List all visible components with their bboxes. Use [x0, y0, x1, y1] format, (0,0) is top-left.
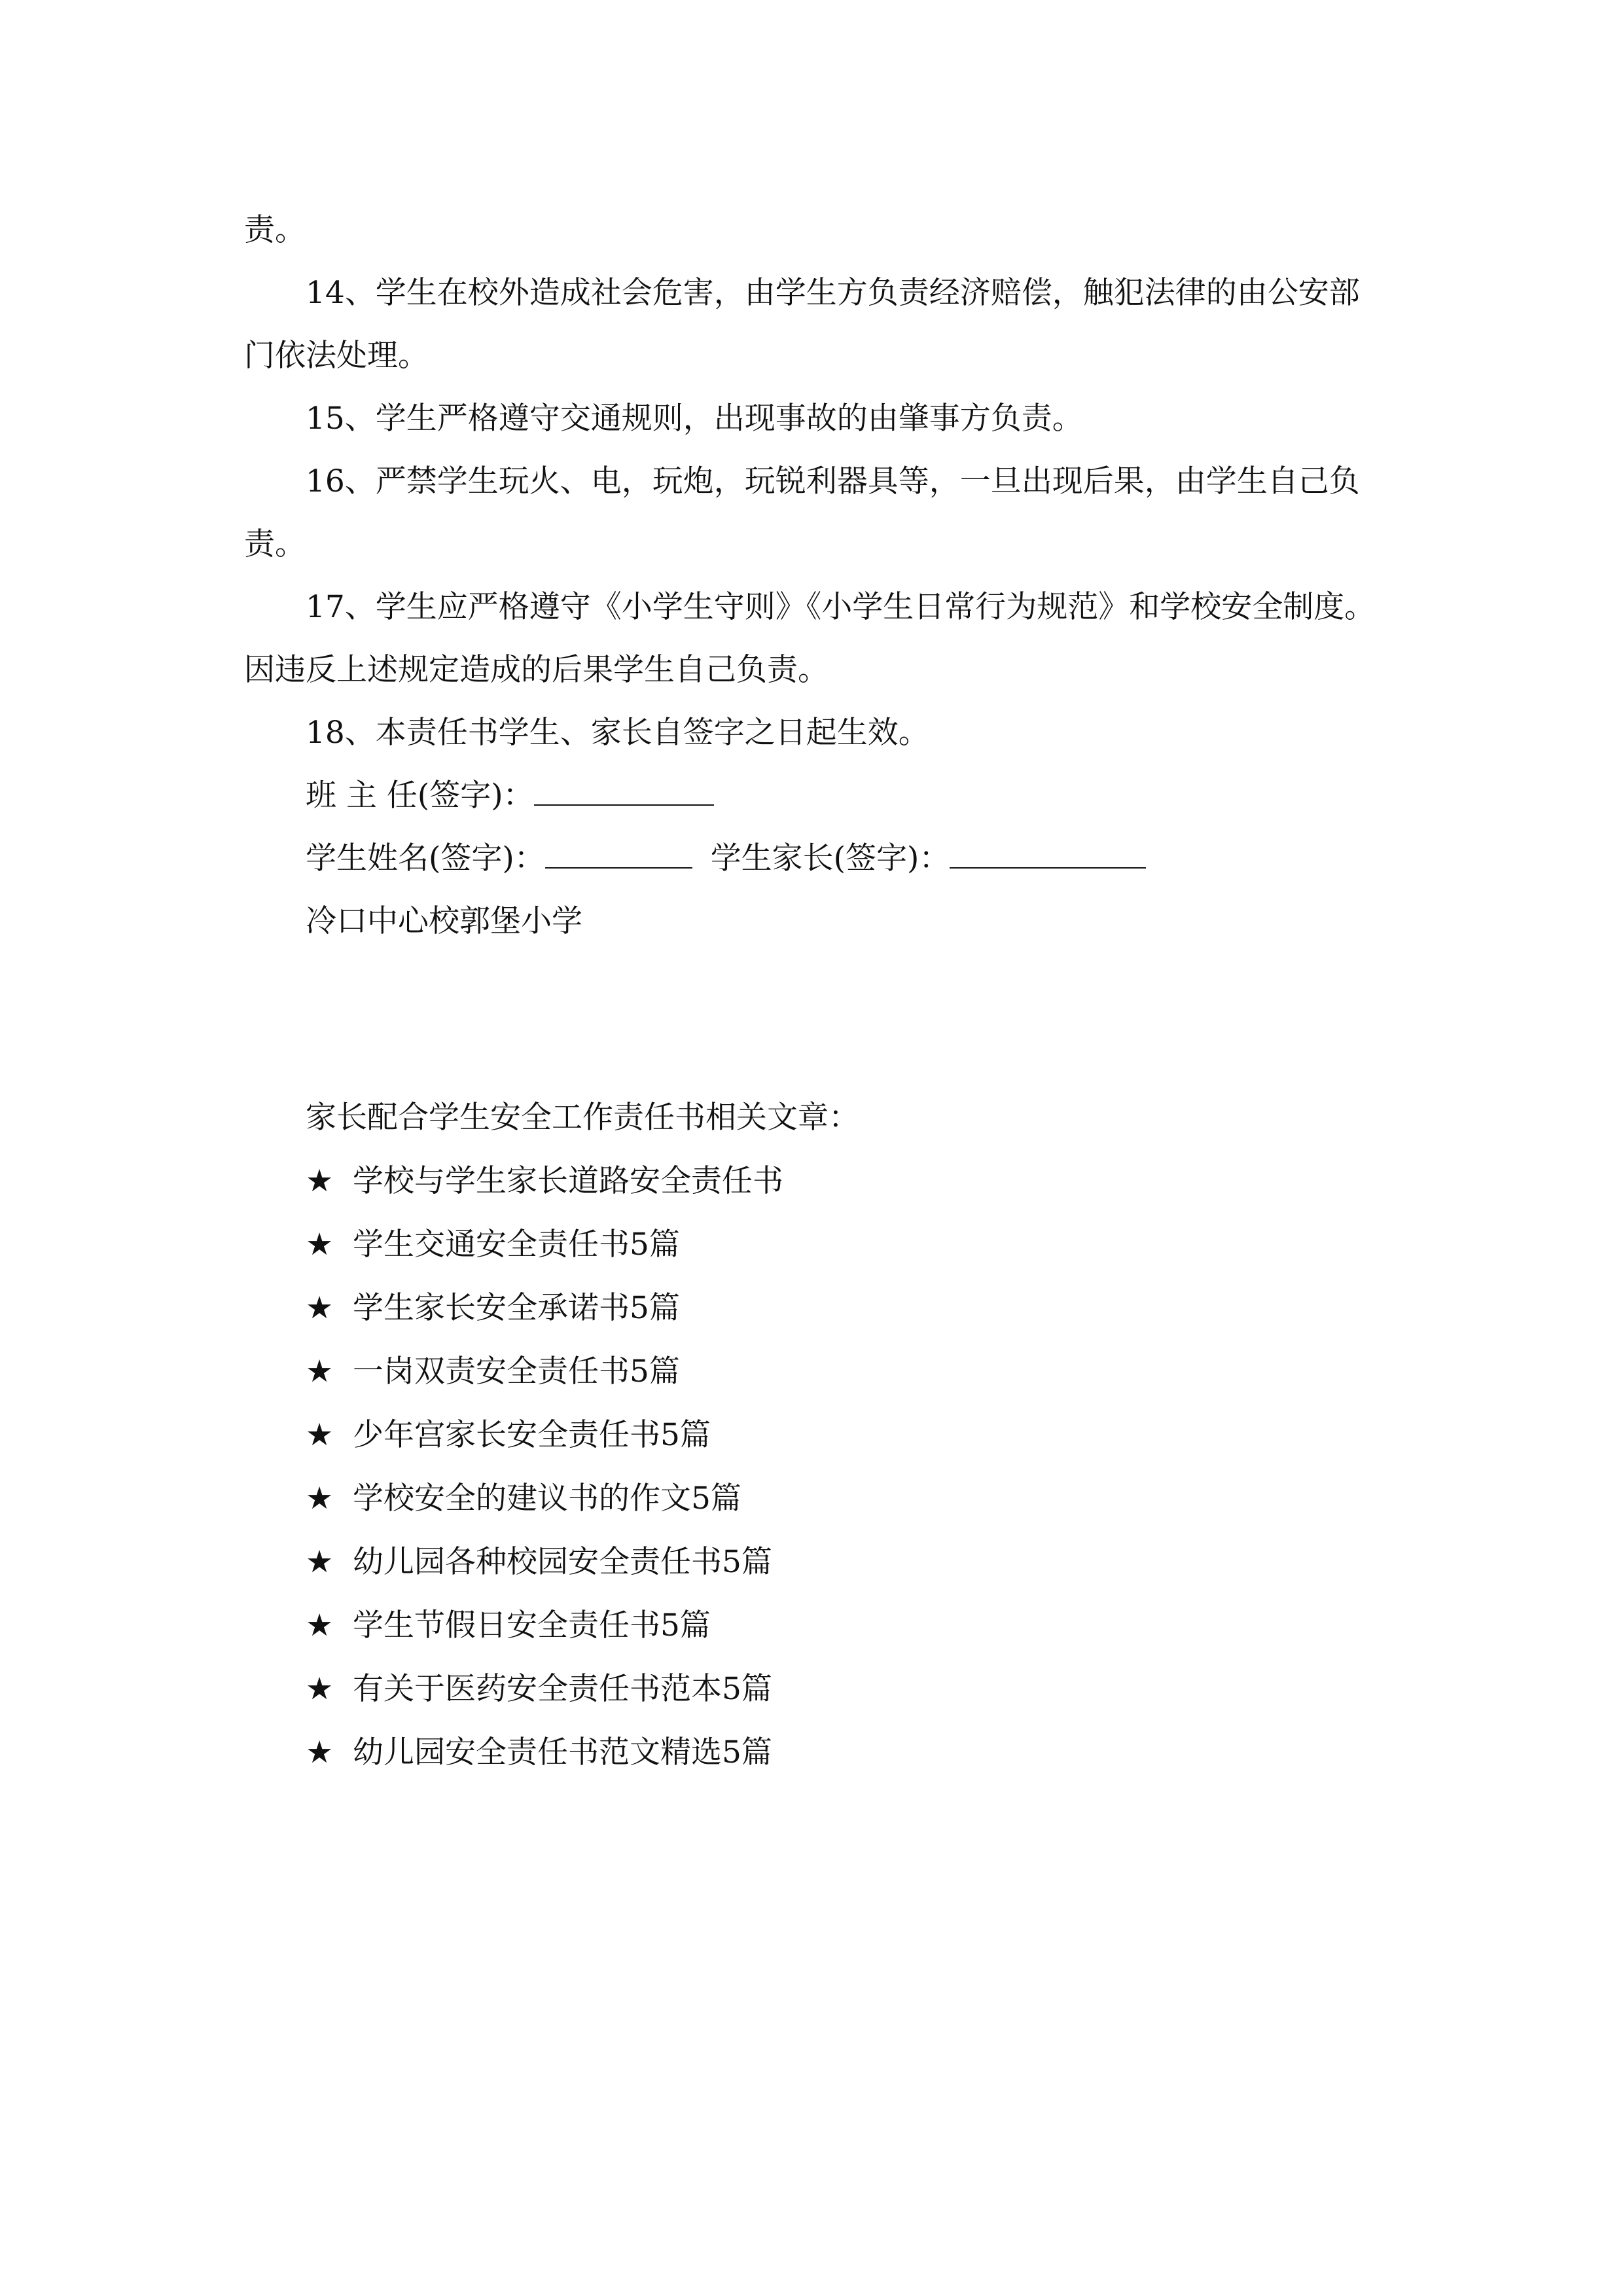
paragraph-clause-14: 14、学生在校外造成社会危害，由学生方负责经济赔偿，触犯法律的由公安部门依法处理。: [244, 275, 1360, 374]
star-icon: ★: [306, 1544, 334, 1580]
paragraph-clause-16: 16、严禁学生玩火、电，玩炮，玩锐利器具等，一旦出现后果，由学生自己负责。: [244, 463, 1360, 562]
star-icon: ★: [306, 1671, 334, 1707]
paragraph-clause-15: 15、学生严格遵守交通规则，出现事故的由肇事方负责。: [306, 401, 1083, 437]
star-icon: ★: [306, 1480, 334, 1516]
related-article-link[interactable]: ★ 一岗双责安全责任书5篇: [306, 1340, 859, 1403]
related-article-link[interactable]: ★ 学生节假日安全责任书5篇: [306, 1594, 859, 1657]
related-article-link[interactable]: ★ 幼儿园安全责任书范文精选5篇: [306, 1721, 859, 1784]
related-article-link[interactable]: ★ 学生家长安全承诺书5篇: [306, 1276, 859, 1340]
star-icon: ★: [306, 1163, 334, 1199]
star-icon: ★: [306, 1417, 334, 1453]
related-articles-list: [306, 1149, 859, 1784]
head-teacher-signature-blank[interactable]: [534, 778, 714, 806]
related-article-link[interactable]: ★ 学生交通安全责任书5篇: [306, 1213, 859, 1276]
head-teacher-signature-line: [244, 764, 1383, 827]
student-parent-signature-line: [244, 827, 1383, 890]
star-icon: ★: [306, 1734, 334, 1770]
paragraph-continuation: 责。: [244, 212, 306, 248]
student-signature-blank[interactable]: [545, 841, 692, 869]
related-article-link[interactable]: ★ 学校安全的建议书的作文5篇: [306, 1467, 859, 1530]
related-article-link[interactable]: ★ 幼儿园各种校园安全责任书5篇: [306, 1530, 859, 1594]
agreement-body: [244, 199, 1383, 953]
star-icon: ★: [306, 1607, 334, 1643]
paragraph-clause-17: 17、学生应严格遵守《小学生守则》《小学生日常行为规范》和学校安全制度。因违反上述规定造成的后果学生自己负责。: [244, 589, 1376, 688]
parent-signature-blank[interactable]: [950, 841, 1146, 869]
star-icon: ★: [306, 1354, 334, 1390]
school-name: 冷口中心校郭堡小学: [306, 903, 582, 939]
parent-signature-label: 学生家长(签字)：: [710, 840, 950, 876]
related-articles: [306, 1086, 859, 1784]
related-article-link[interactable]: ★ 学校与学生家长道路安全责任书: [306, 1149, 859, 1213]
student-signature-label: 学生姓名(签字)：: [306, 840, 545, 876]
head-teacher-signature-label: 班 主 任(签字)：: [306, 778, 534, 814]
related-article-link[interactable]: ★ 有关于医药安全责任书范本5篇: [306, 1657, 859, 1721]
star-icon: ★: [306, 1290, 334, 1326]
related-articles-title: 家长配合学生安全工作责任书相关文章：: [306, 1100, 859, 1136]
paragraph-clause-18: 18、本责任书学生、家长自签字之日起生效。: [306, 715, 929, 751]
star-icon: ★: [306, 1227, 334, 1263]
related-article-link[interactable]: ★ 少年宫家长安全责任书5篇: [306, 1403, 859, 1467]
